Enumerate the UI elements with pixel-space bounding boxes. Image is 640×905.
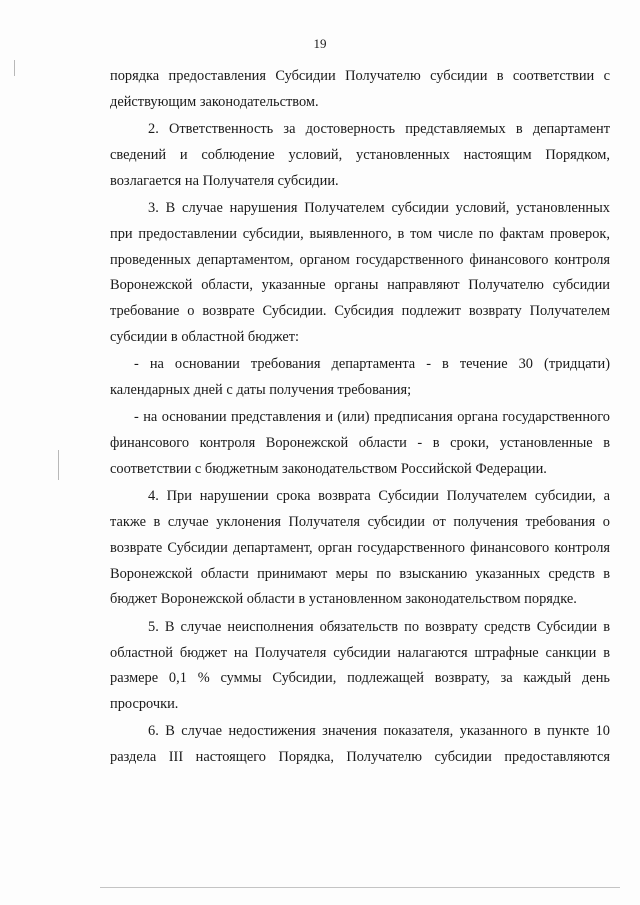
paragraph-item-6: 6. В случае недостижения значения показателя, указанного в пункте 10 раздела III настоящего Порядка, Получателю субсидии предоставляются (110, 723, 610, 766)
page-number: 19 (313, 36, 327, 51)
paragraph-item-2: 2. Ответственность за достоверность представляемых в департамент сведений и соблюдение условий, установленных настоящим Порядком, возлагается на Получателя субсидии. (110, 121, 610, 189)
scan-margin-mark (58, 450, 59, 480)
document-body (110, 64, 610, 773)
paragraph-continuation: порядка предоставления Субсидии Получателю субсидии в соответствии с действующим законодательством. (110, 68, 610, 110)
paragraph-item-5: 5. В случае неисполнения обязательств по возврату средств Субсидии в областной бюджет на Получателя субсидии налагаются штрафные санкции в размере 0,1 % суммы Субсидии, подлежащей возврату, за каждый день просрочки. (110, 618, 610, 713)
list-item-dash: - на основании требования департамента - в течение 30 (тридцати) календарных дней с даты получения требования; (110, 356, 610, 399)
paragraph-item-3: 3. В случае нарушения Получателем субсидии условий, установленных при предоставлении субсидии, выявленного, в том числе по фактам проверок, проведенных департаментом, органом государственного финансового контроля Воронежской области, указанные органы направляют Получателю субсидии требование о возврате Субсидии. Субсидия подлежит возврату Получателем субсидии в областной бюджет: (110, 199, 610, 345)
list-item-dash: - на основании представления и (или) предписания органа государственного финансового контроля Воронежской области - в сроки, установленные в соответствии с бюджетным законодательством Российской Федерации. (110, 409, 610, 477)
paragraph-item-4: 4. При нарушении срока возврата Субсидии Получателем субсидии, а также в случае уклонения Получателя субсидии от получения требования о возврате Субсидии департамент, орган государственного финансового контроля Воронежской области принимают меры по взысканию указанных средств в бюджет Воронежской области в установленном законодательством порядке. (110, 488, 610, 608)
scan-margin-mark (14, 60, 15, 76)
page-bottom-edge (100, 887, 620, 888)
